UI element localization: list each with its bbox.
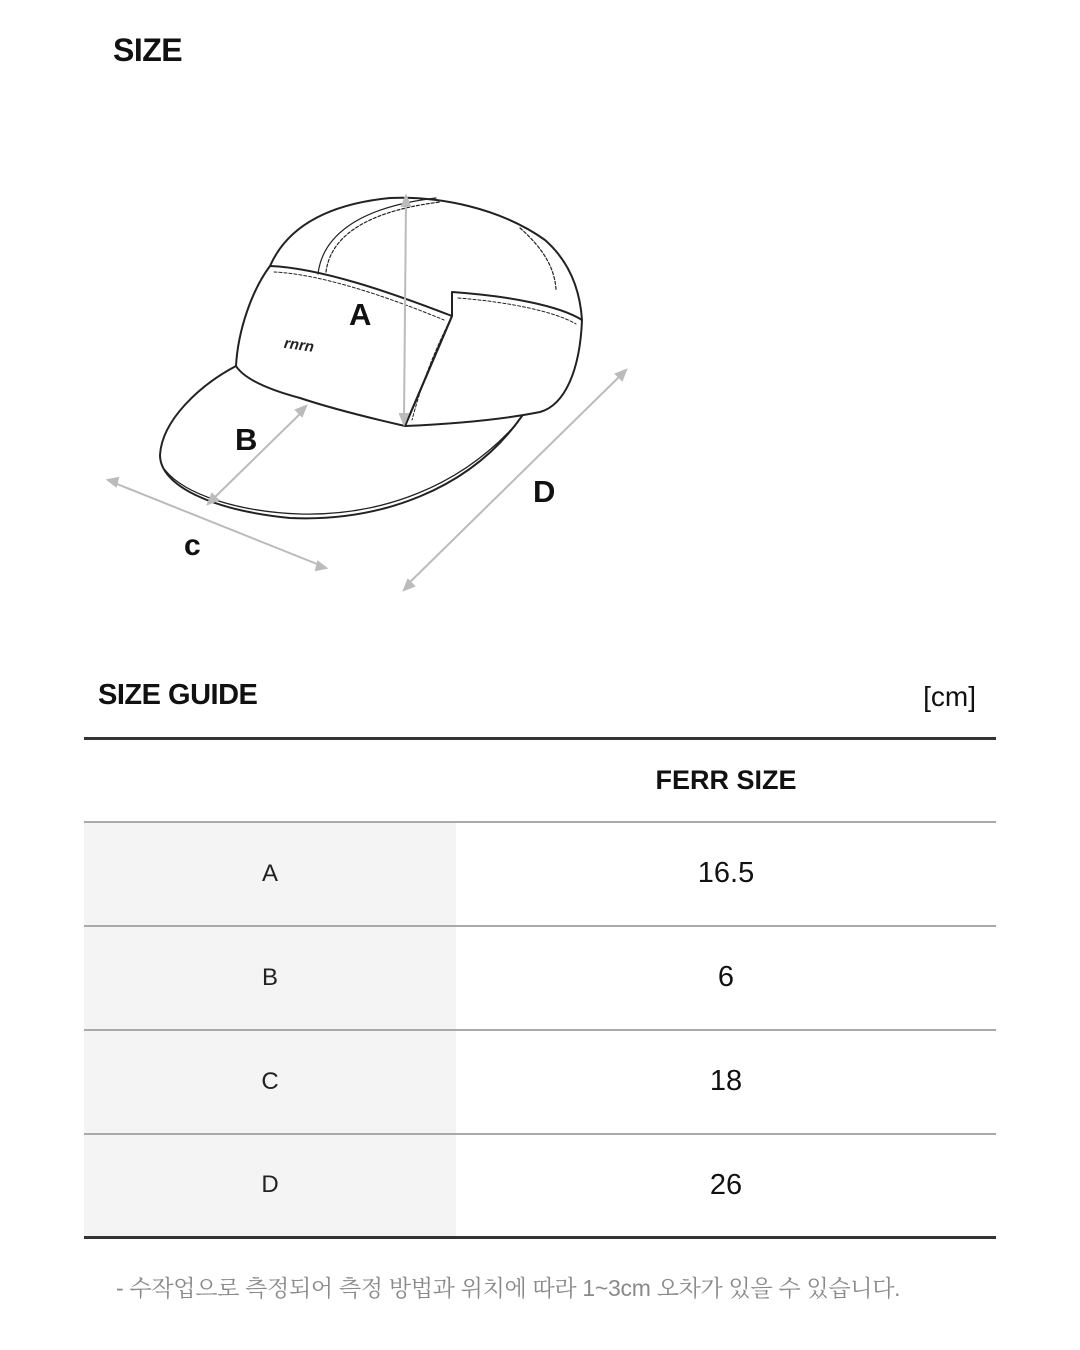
- column-header-ferr-size: FERR SIZE: [655, 764, 797, 795]
- table-row: [84, 1134, 996, 1238]
- table-row: [84, 926, 996, 1030]
- table-row: [84, 1030, 996, 1134]
- cap-side-flap: [405, 292, 582, 426]
- size-section-title: SIZE: [113, 32, 183, 68]
- cap-front-flap: [236, 266, 452, 426]
- row-label: D: [84, 1134, 456, 1238]
- row-value: 6: [717, 961, 735, 993]
- measure-line-d: [406, 374, 622, 586]
- row-value: 16.5: [697, 857, 755, 889]
- unit-label: [cm]: [923, 681, 976, 712]
- size-guide-header: [98, 675, 978, 715]
- table-header-empty: [84, 739, 456, 822]
- size-guide-title: SIZE GUIDE: [98, 679, 258, 711]
- brand-mark: rnrn: [282, 334, 315, 356]
- label-a: A: [349, 297, 372, 332]
- cap-illustration: [90, 180, 650, 610]
- row-label: A: [84, 822, 456, 926]
- row-label: C: [84, 1030, 456, 1134]
- size-guide-table: [84, 737, 996, 1239]
- label-b: B: [235, 422, 258, 457]
- measure-line-b: [212, 410, 304, 500]
- measurement-note: - 수작업으로 측정되어 측정 방법과 위치에 따라 1~3cm 오차가 있을 수 있습니다.: [116, 1275, 901, 1301]
- cap-crown: [270, 198, 582, 320]
- label-d: D: [533, 474, 556, 509]
- row-value: 18: [709, 1065, 743, 1097]
- row-label: B: [84, 926, 456, 1030]
- table-header-row: [84, 739, 996, 822]
- measure-line-a: [404, 200, 406, 420]
- table-row: [84, 822, 996, 926]
- label-c: c: [184, 529, 201, 562]
- row-value: 26: [709, 1168, 743, 1201]
